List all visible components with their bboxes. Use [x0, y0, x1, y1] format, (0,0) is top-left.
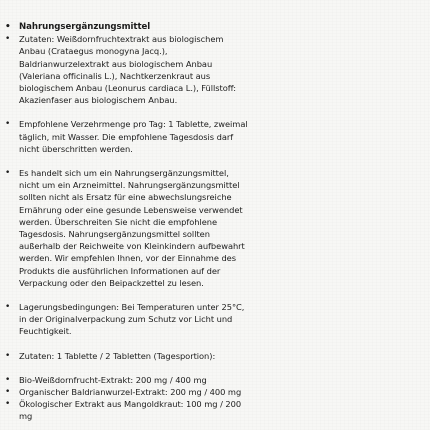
storage-line-3: Feuchtigkeit.	[19, 326, 72, 337]
ingredients-line-4: (Valeriana officinalis L.), Nachtkerzenkraut aus	[19, 70, 211, 81]
portion-heading: • Zutaten: 1 Tablette / 2 Tabletten (Tagesportion):	[0, 350, 420, 362]
notice-line-10: Verpackung oder den Beipackzettel zu lesen.	[19, 277, 204, 288]
notice-line-9: Produkts die ausführlichen Informationen auf der	[19, 265, 221, 276]
notice-line-1: • Es handelt sich um ein Nahrungsergänzungsmittel,	[0, 167, 420, 179]
ingredients-line-1: • Zutaten: Weißdornfruchtextrakt aus biologischem	[0, 33, 420, 45]
ingredients-line-3: Baldrianwurzelextrakt aus biologischem Anbau	[19, 58, 213, 69]
product-info-document	[0, 21, 420, 423]
ingredients-line-6: Akazienfaser aus biologischem Anbau.	[19, 95, 178, 106]
content-item-chard: • Ökologischer Extrakt aus Mangoldkraut: 100 mg / 200	[0, 398, 420, 410]
dosage-line-2: täglich, mit Wasser. Die empfohlene Tagesdosis darf	[19, 131, 234, 142]
storage-line-1: • Lagerungsbedingungen: Bei Temperaturen unter 25°C,	[0, 301, 420, 313]
notice-line-2: nicht um ein Arzneimittel. Nahrungsergänzungsmittel	[19, 180, 240, 191]
content-item-valerian: • Organischer Baldrianwurzel-Extrakt: 200 mg / 400 mg	[0, 386, 420, 398]
notice-line-5: werden. Überschreiten Sie nicht die empfohlene	[19, 216, 218, 227]
notice-line-4: Ernährung oder eine gesunde Lebensweise verwendet	[19, 204, 243, 215]
ingredients-line-5: biologischem Anbau (Leonurus cardiaca L.), Füllstoff:	[19, 83, 236, 94]
notice-line-8: werden. Wir empfehlen Ihnen, vor der Einnahme des	[19, 253, 237, 264]
dosage-line-1: • Empfohlene Verzehrmenge pro Tag: 1 Tablette, zweimal	[0, 118, 420, 130]
product-title: • Nahrungsergänzungsmittel	[0, 21, 420, 33]
storage-line-2: in der Originalverpackung zum Schutz vor Licht und	[19, 314, 233, 325]
notice-line-3: sollten nicht als Ersatz für eine abwechslungsreiche	[19, 192, 232, 203]
ingredients-line-2: Anbau (Crataegus monogyna Jacq.),	[19, 46, 168, 57]
content-item-chard-unit: mg	[19, 411, 33, 422]
notice-line-6: Tagesdosis. Nahrungsergänzungsmittel sollten	[19, 229, 210, 240]
notice-line-7: außerhalb der Reichweite von Kleinkindern aufbewahrt	[19, 241, 245, 252]
dosage-line-3: nicht überschritten werden.	[19, 143, 133, 154]
content-item-hawthorn: • Bio-Weißdornfrucht-Extrakt: 200 mg / 400 mg	[0, 374, 420, 386]
